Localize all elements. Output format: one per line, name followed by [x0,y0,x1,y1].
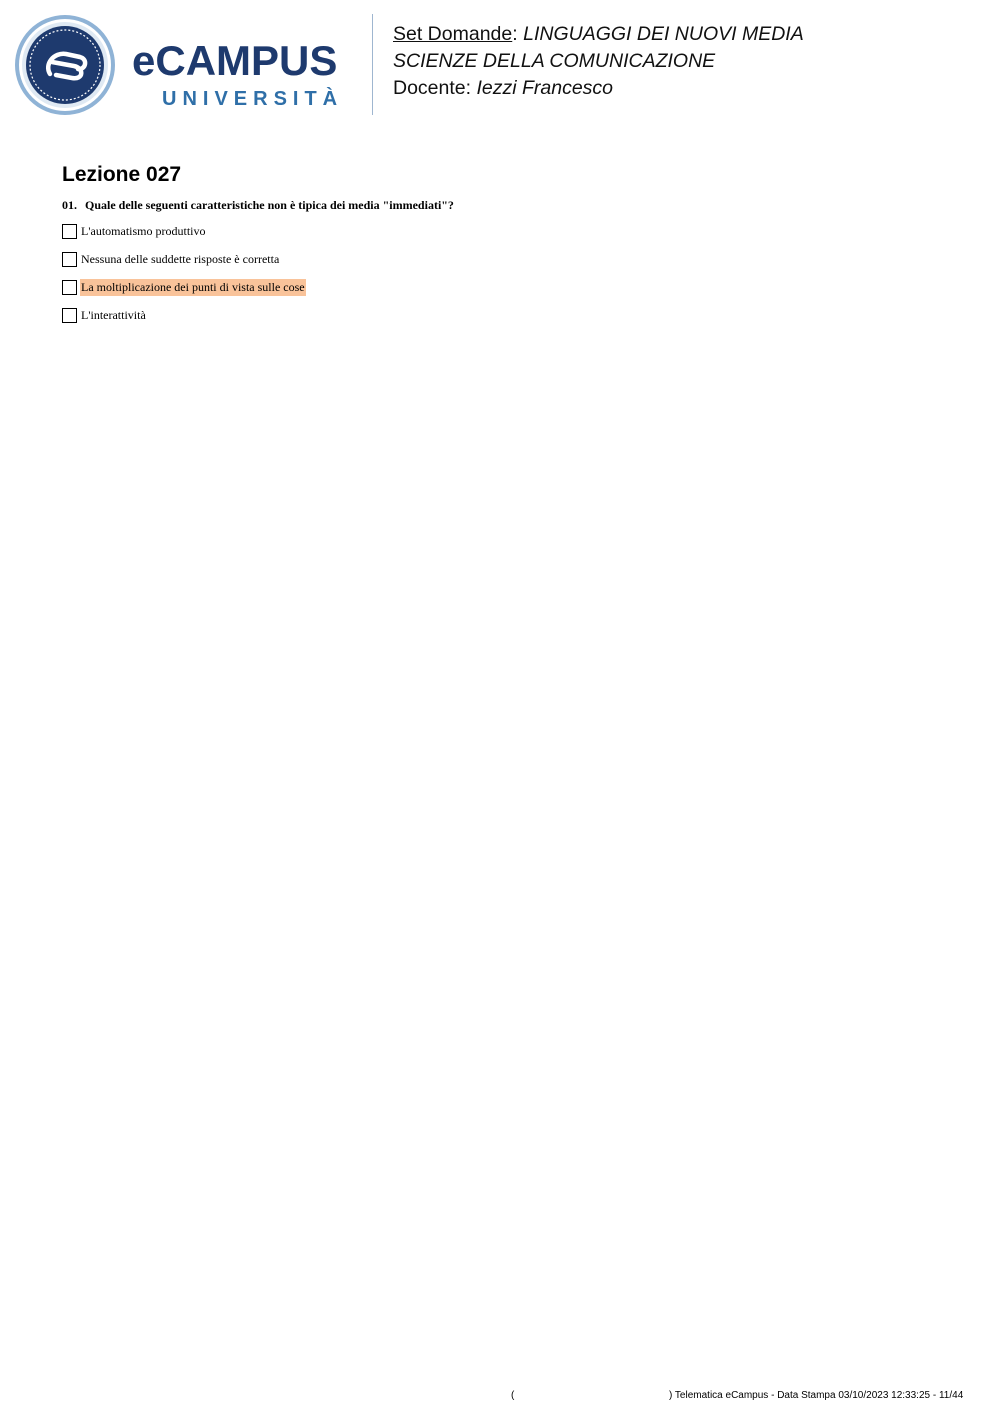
question-body: Quale delle seguenti caratteristiche non è tipica dei media "immediati"? [85,198,454,212]
answer-label: Nessuna delle suddette risposte è corretta [81,252,280,266]
answer-label-correct: La moltiplicazione dei punti di vista sulle cose [81,280,305,294]
ecampus-wordmark: eCAMPUS [132,37,338,84]
question-number: 01. [62,198,77,212]
answer-checkbox[interactable] [62,252,77,267]
header-separator: : [512,23,524,45]
answer-checkbox[interactable] [62,224,77,239]
answer-checkbox[interactable] [62,280,77,295]
header-divider [372,14,373,115]
course-name: LINGUAGGI DEI NUOVI MEDIA [523,23,804,45]
answer-option[interactable] [62,307,147,324]
answer-option-highlighted[interactable] [62,279,306,296]
teacher-name: Iezzi Francesco [476,77,614,99]
question-text [62,197,454,213]
header-info [393,21,804,102]
ecampus-logo [14,14,359,118]
footer-print-info: ) Telematica eCampus - Data Stampa 03/10/2023 12:33:25 - 11/44 [669,1390,964,1401]
faculty-name: SCIENZE DELLA COMUNICAZIONE [393,50,716,72]
answer-checkbox[interactable] [62,308,77,323]
footer-left-fragment: ( [511,1390,515,1401]
ecampus-subtitle: UNIVERSITÀ [162,88,344,110]
teacher-label: Docente: [393,77,477,99]
answer-label: L'interattività [81,308,146,322]
set-domande-label: Set Domande [393,23,513,45]
answer-option[interactable] [62,251,280,268]
answer-label: L'automatismo produttivo [81,224,206,238]
ecampus-seal-icon [14,14,116,116]
header-line-course [393,21,804,48]
lesson-title: Lezione 027 [62,163,182,186]
answer-option[interactable] [62,223,206,240]
header-line-teacher [393,75,804,102]
